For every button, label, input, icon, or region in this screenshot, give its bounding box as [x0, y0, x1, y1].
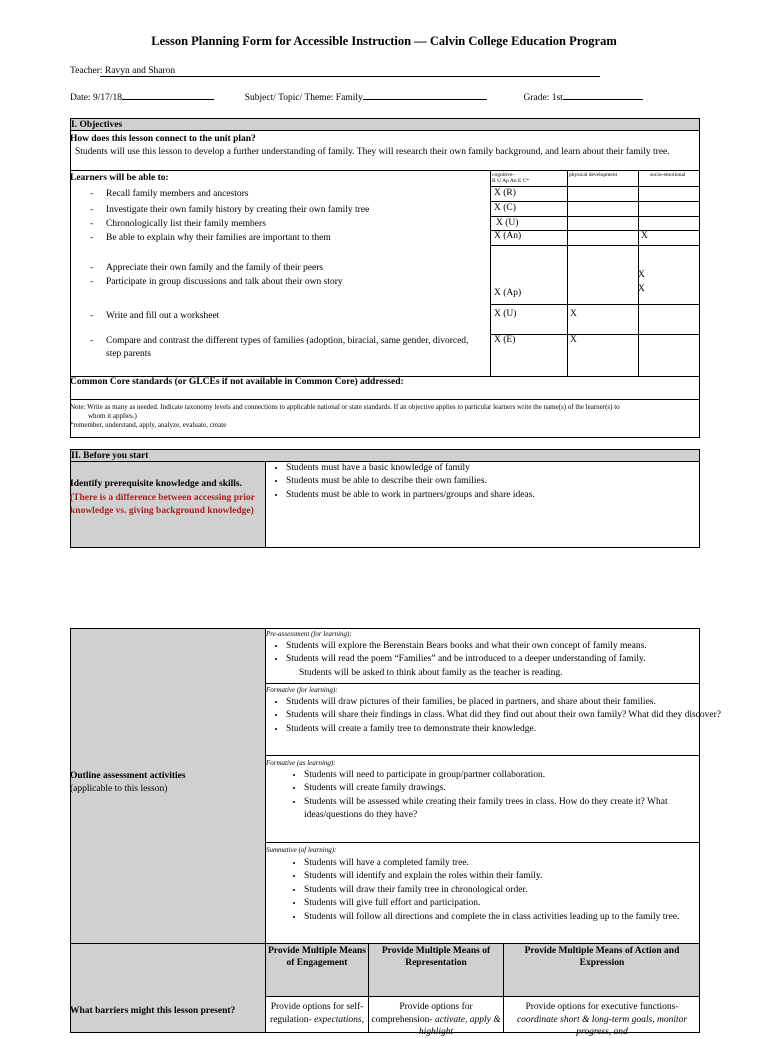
udl-col-action: Provide Multiple Means of Action and Expression	[524, 946, 680, 968]
barriers-label: What barriers might this lesson present?	[70, 1006, 236, 1016]
mark: X (U)	[494, 309, 517, 319]
summative-list	[270, 857, 728, 924]
summative-title: Summative (of learning):	[266, 846, 337, 854]
barriers-label-cell	[70, 943, 266, 1033]
objectives-list-2	[86, 261, 476, 289]
mark: X (U)	[496, 218, 519, 228]
grade-field[interactable]: Grade: 1st	[523, 93, 563, 103]
list-item: • Students will have a completed family tree.	[304, 857, 728, 870]
list-item: • Students will give full effort and participation.	[304, 897, 728, 910]
list-item: - Chronologically list their family members	[86, 217, 476, 231]
list-item: • Students will be assessed while creating their family trees in class. How do they create it? What ideas/questions do they have?	[304, 796, 728, 823]
pre-assessment-extra: Students will be asked to think about family as the teacher is reading.	[299, 668, 563, 678]
list-item: • Students will identify and explain the roles within their family.	[304, 870, 728, 883]
assessment-label: Outline assessment activities (applicable to this lesson)	[70, 771, 186, 794]
col-cognitive: cognitive- R U Ap An E C*	[492, 172, 530, 184]
list-item: • Students will explore the Berenstain Bears books and what their own concept of family means.	[286, 640, 726, 653]
before-header: II. Before you start	[70, 449, 700, 462]
mark: X	[570, 335, 577, 345]
mark: X (Ap)	[494, 288, 522, 298]
list-item: • Students will draw pictures of their families, be placed in partners, and share about their families.	[286, 696, 728, 709]
list-item: • Students will need to participate in group/partner collaboration.	[304, 769, 728, 782]
before-list	[252, 462, 726, 502]
udl-col-engagement: Provide Multiple Means of Engagement	[268, 946, 366, 968]
objectives-note: Note: Write as many as needed. Indicate taxonomy levels and connections to applicable national or state standards. If an objective applies to particular learners write the name(s) of the learner(s) to whom it applies.) *remember, understand, apply, analyze, evaluate, create	[70, 403, 620, 429]
pre-assessment-title: Pre-assessment (for learning):	[266, 630, 352, 638]
mark: X (An)	[494, 231, 522, 241]
udl-representation-cell: Provide options for comprehension- activate, apply & highlight	[371, 1002, 501, 1037]
subject-field[interactable]: Subject/ Topic/ Theme: Family	[244, 93, 363, 103]
before-label: Identify prerequisite knowledge and skills. (There is a difference between accessing prior knowledge vs. giving background knowledge)	[70, 479, 255, 516]
mark: X	[638, 270, 645, 280]
teacher-label: Teacher	[70, 66, 100, 76]
formative-as-list	[270, 769, 728, 823]
unit-answer: Students will use this lesson to develop a further understanding of family. They will research their own family background, and learn about their family tree.	[75, 147, 670, 157]
list-item: - Investigate their own family history by creating their own family tree	[86, 203, 476, 217]
common-core-label: Common Core standards (or GLCEs if not available in Common Core) addressed:	[70, 377, 404, 387]
list-item: - Compare and contrast the different types of families (adoption, biracial, same gender, divorced, step parents	[86, 335, 486, 360]
col-physical: physical development	[569, 172, 618, 178]
objectives-list-3	[86, 309, 476, 323]
udl-col-representation: Provide Multiple Means of Representation	[381, 946, 491, 968]
udl-engagement-cell: Provide options for self-regulation- expectations,	[270, 1002, 364, 1025]
mark: X	[638, 284, 645, 294]
list-item: - Write and fill out a worksheet	[86, 309, 476, 323]
date-row	[70, 93, 670, 107]
objectives-header: I. Objectives	[70, 118, 700, 131]
list-item: - Participate in group discussions and talk about their own story	[86, 275, 476, 289]
mark: X	[570, 309, 577, 319]
list-item: - Be able to explain why their families are important to them	[86, 231, 476, 245]
col-social: socio-emotional	[650, 172, 686, 178]
list-item: • Students will share their findings in class. What did they find out about their own family? What did they discover?	[286, 709, 728, 722]
formative-for-title: Formative (for learning):	[266, 686, 338, 694]
list-item: • Students must be able to describe their own families.	[286, 475, 726, 488]
teacher-row	[70, 66, 630, 78]
teacher-field[interactable]: : Ravyn and Sharon	[100, 66, 600, 77]
list-item: • Students will create family drawings.	[304, 782, 728, 795]
list-item: - Recall family members and ancestors	[86, 187, 476, 201]
list-item: • Students must have a basic knowledge of family	[286, 462, 726, 475]
mark: X (R)	[494, 188, 516, 198]
unit-question: How does this lesson connect to the unit plan?	[70, 134, 256, 144]
formative-as-title: Formative (as learning):	[266, 759, 336, 767]
formative-for-list	[252, 696, 728, 736]
udl-action-cell: Provide options for executive functions- coordinate short & long-term goals, monitor progress, and	[516, 1002, 688, 1037]
page-title: Lesson Planning Form for Accessible Instruction — Calvin College Education Program	[151, 34, 617, 48]
objectives-list-1	[86, 187, 476, 245]
list-item: • Students will draw their family tree in chronological order.	[304, 884, 728, 897]
list-item: - Appreciate their own family and the family of their peers	[86, 261, 476, 275]
learners-heading: Learners will be able to:	[70, 173, 169, 183]
list-item: • Students will read the poem “Families” and be introduced to a deeper understanding of family.	[286, 653, 726, 666]
pre-assessment-list	[252, 640, 726, 667]
mark: X (C)	[494, 203, 516, 213]
list-item: • Students will create a family tree to demonstrate their knowledge.	[286, 723, 728, 736]
list-item: • Students must be able to work in partners/groups and share ideas.	[286, 489, 726, 502]
objectives-list-4	[86, 335, 486, 360]
list-item: • Students will follow all directions and complete the in class activities leading up to the family tree.	[304, 911, 728, 924]
mark: X (E)	[494, 335, 516, 345]
date-field[interactable]: Date: 9/17/18	[70, 93, 122, 103]
mark: X	[641, 231, 648, 241]
